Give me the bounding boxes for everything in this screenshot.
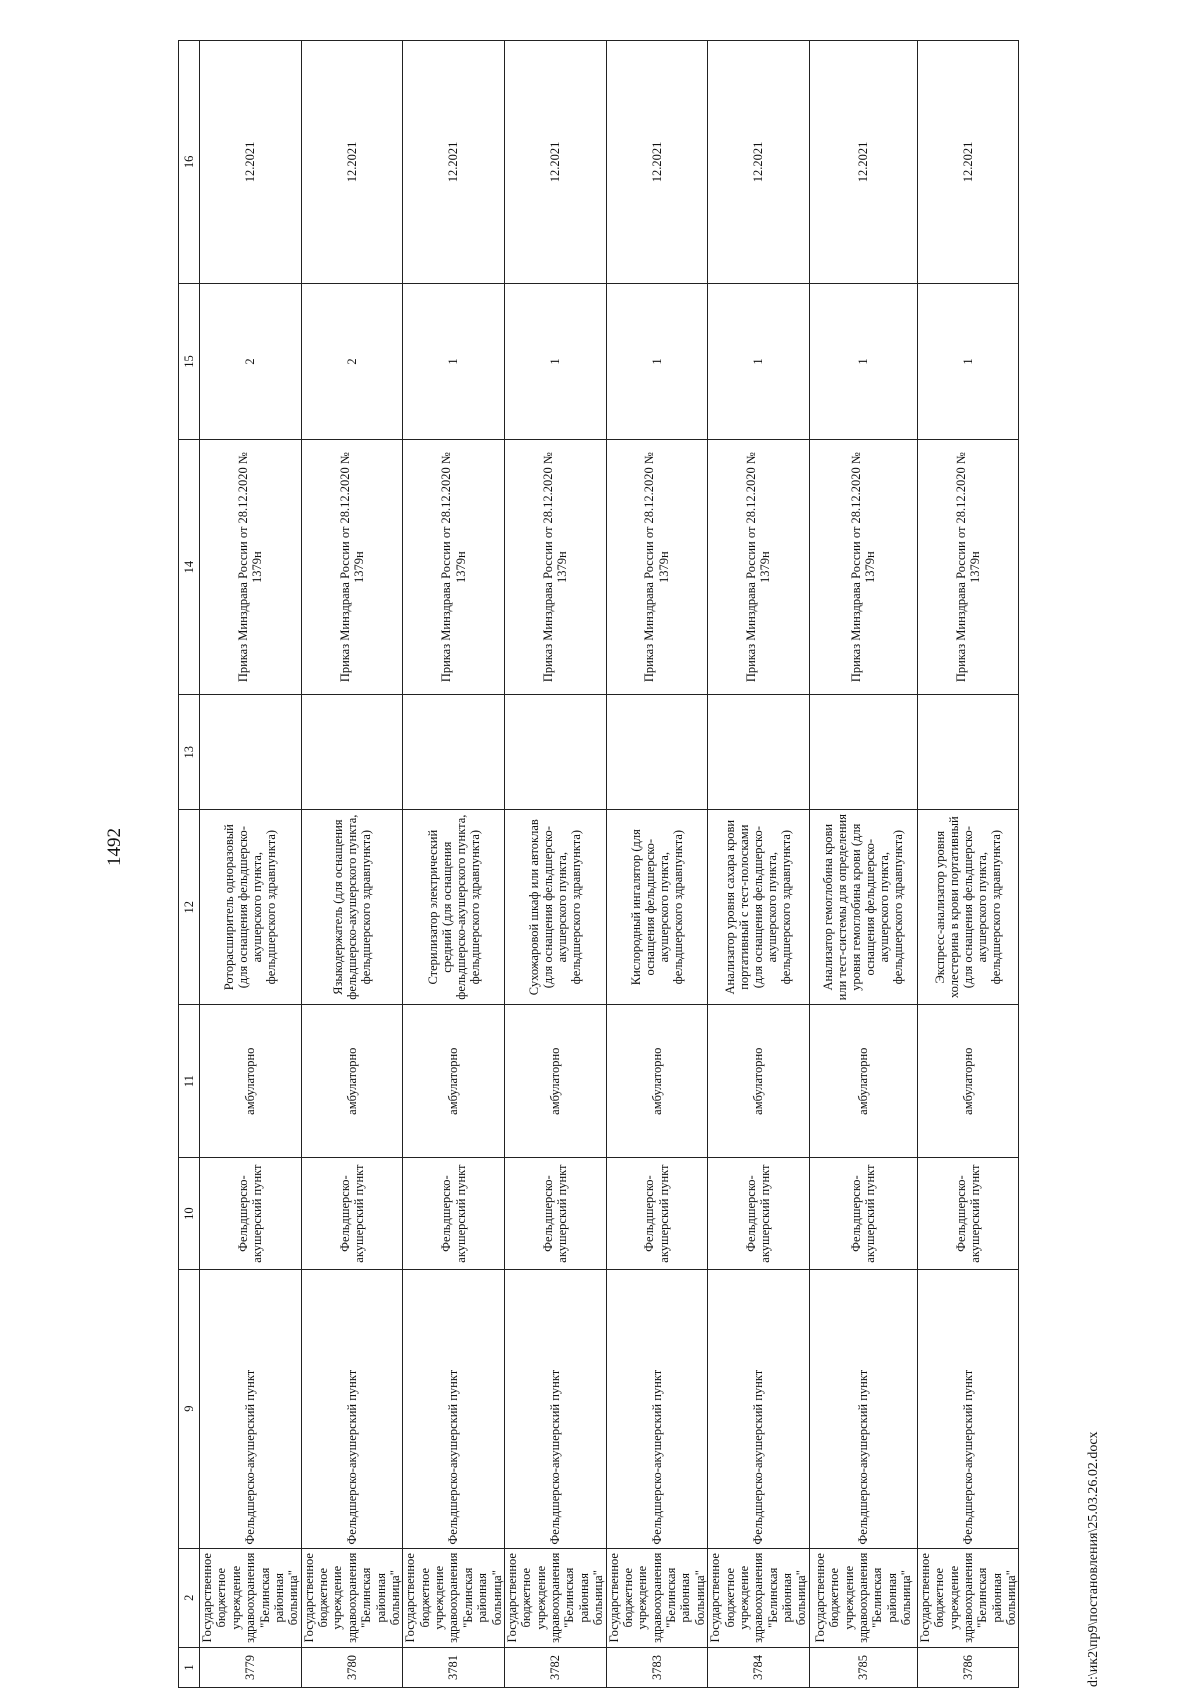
equipment-name-cell: Стерилизатор электрический средний (для оснащения фельдшерско-акушерского пункта, фельдшерского здравпункта) (403, 810, 505, 1005)
date-cell: 12.2021 (504, 41, 606, 284)
table-row (504, 41, 606, 1688)
care-form-cell: амбулаторно (301, 1004, 403, 1157)
regulation-cell: Приказ Минздрава России от 28.12.2020 № 1379н (301, 440, 403, 695)
equipment-name-cell: Роторасширитель одноразовый (для оснащения фельдшерско-акушерского пункта, фельдшерского здравпункта) (200, 810, 302, 1005)
row-number-cell: 3785 (809, 1647, 917, 1687)
facility-cell: Фельдшерско-акушерский пункт (301, 1158, 403, 1269)
column-13-cell (917, 695, 1019, 810)
equipment-name-cell: Языкодержатель (для оснащения фельдшерско-акушерского пункта, фельдшерского здравпункта) (301, 810, 403, 1005)
quantity-cell: 2 (301, 283, 403, 439)
regulation-cell: Приказ Минздрава России от 28.12.2020 № 1379н (403, 440, 505, 695)
quantity-cell: 1 (708, 283, 810, 439)
date-cell: 12.2021 (809, 41, 917, 284)
regulation-cell: Приказ Минздрава России от 28.12.2020 № 1379н (917, 440, 1019, 695)
table-row (917, 41, 1019, 1688)
care-form-cell: амбулаторно (809, 1004, 917, 1157)
care-form-cell: амбулаторно (708, 1004, 810, 1157)
facility-cell: Фельдшерско-акушерский пункт (809, 1158, 917, 1269)
column-header: 13 (179, 695, 200, 810)
facility-cell: Фельдшерско-акушерский пункт (606, 1158, 708, 1269)
care-form-cell: амбулаторно (606, 1004, 708, 1157)
regulation-cell: Приказ Минздрава России от 28.12.2020 № 1379н (708, 440, 810, 695)
data-table (178, 40, 1019, 1688)
table-row (606, 41, 708, 1688)
quantity-cell: 1 (606, 283, 708, 439)
row-number-cell: 3782 (504, 1647, 606, 1687)
facility-type-cell: Фельдшерско-акушерский пункт (809, 1269, 917, 1548)
column-header: 10 (179, 1158, 200, 1269)
quantity-cell: 1 (917, 283, 1019, 439)
facility-cell: Фельдшерско-акушерский пункт (504, 1158, 606, 1269)
equipment-name-cell: Сухожаровой шкаф или автоклав (для оснащения фельдшерско-акушерского пункта, фельдшерского здравпункта) (504, 810, 606, 1005)
date-cell: 12.2021 (708, 41, 810, 284)
facility-type-cell: Фельдшерско-акушерский пункт (504, 1269, 606, 1548)
facility-cell: Фельдшерско-акушерский пункт (917, 1158, 1019, 1269)
table-row (708, 41, 810, 1688)
column-13-cell (504, 695, 606, 810)
table-row (301, 41, 403, 1688)
care-form-cell: амбулаторно (917, 1004, 1019, 1157)
organization-cell: Государственное бюджетное учреждение здравоохранения "Белинская районная больница" (809, 1548, 917, 1647)
facility-cell: Фельдшерско-акушерский пункт (200, 1158, 302, 1269)
file-path: d:\ик2\пр9\постановления\25.03.26.02.docx (1086, 1431, 1101, 1687)
care-form-cell: амбулаторно (200, 1004, 302, 1157)
table-row (200, 41, 302, 1688)
regulation-cell: Приказ Минздрава России от 28.12.2020 № 1379н (809, 440, 917, 695)
regulation-cell: Приказ Минздрава России от 28.12.2020 № 1379н (504, 440, 606, 695)
column-header: 2 (179, 1548, 200, 1647)
date-cell: 12.2021 (200, 41, 302, 284)
column-header: 14 (179, 440, 200, 695)
row-number-cell: 3786 (917, 1647, 1019, 1687)
date-cell: 12.2021 (606, 41, 708, 284)
care-form-cell: амбулаторно (504, 1004, 606, 1157)
column-13-cell (809, 695, 917, 810)
column-13-cell (200, 695, 302, 810)
facility-type-cell: Фельдшерско-акушерский пункт (606, 1269, 708, 1548)
equipment-name-cell: Экспресс-анализатор уровня холестерина в крови портативный (для оснащения фельдшерско-акушерского пункта, фельдшерского здравпункта) (917, 810, 1019, 1005)
facility-cell: Фельдшерско-акушерский пункт (403, 1158, 505, 1269)
organization-cell: Государственное бюджетное учреждение здравоохранения "Белинская районная больница" (917, 1548, 1019, 1647)
equipment-name-cell: Анализатор уровня сахара крови портативный с тест-полосками (для оснащения фельдшерско-акушерского пункта, фельдшерского здравпункта) (708, 810, 810, 1005)
column-13-cell (301, 695, 403, 810)
organization-cell: Государственное бюджетное учреждение здравоохранения "Белинская районная больница" (200, 1548, 302, 1647)
facility-type-cell: Фельдшерско-акушерский пункт (403, 1269, 505, 1548)
equipment-name-cell: Анализатор гемоглобина крови или тест-системы для определения уровня гемоглобина крови (для оснащения фельдшерско-акушерского пункта, фельдшерского здравпункта) (809, 810, 917, 1005)
table-row (403, 41, 505, 1688)
organization-cell: Государственное бюджетное учреждение здравоохранения "Белинская районная больница" (606, 1548, 708, 1647)
date-cell: 12.2021 (917, 41, 1019, 284)
organization-cell: Государственное бюджетное учреждение здравоохранения "Белинская районная больница" (504, 1548, 606, 1647)
column-13-cell (708, 695, 810, 810)
facility-type-cell: Фельдшерско-акушерский пункт (917, 1269, 1019, 1548)
organization-cell: Государственное бюджетное учреждение здравоохранения "Белинская районная больница" (403, 1548, 505, 1647)
header-row (179, 41, 200, 1688)
care-form-cell: амбулаторно (403, 1004, 505, 1157)
row-number-cell: 3779 (200, 1647, 302, 1687)
organization-cell: Государственное бюджетное учреждение здравоохранения "Белинская районная больница" (708, 1548, 810, 1647)
column-header: 16 (179, 41, 200, 284)
facility-type-cell: Фельдшерско-акушерский пункт (200, 1269, 302, 1548)
regulation-cell: Приказ Минздрава России от 28.12.2020 № 1379н (200, 440, 302, 695)
column-13-cell (606, 695, 708, 810)
quantity-cell: 2 (200, 283, 302, 439)
regulation-cell: Приказ Минздрава России от 28.12.2020 № 1379н (606, 440, 708, 695)
quantity-cell: 1 (403, 283, 505, 439)
column-header: 9 (179, 1269, 200, 1548)
column-13-cell (403, 695, 505, 810)
row-number-cell: 3780 (301, 1647, 403, 1687)
row-number-cell: 3784 (708, 1647, 810, 1687)
date-cell: 12.2021 (403, 41, 505, 284)
quantity-cell: 1 (504, 283, 606, 439)
column-header: 15 (179, 283, 200, 439)
equipment-name-cell: Кислородный ингалятор (для оснащения фельдшерско-акушерского пункта, фельдшерского здравпункта) (606, 810, 708, 1005)
table-body (200, 41, 1019, 1688)
column-header: 11 (179, 1004, 200, 1157)
column-header: 12 (179, 810, 200, 1005)
facility-cell: Фельдшерско-акушерский пункт (708, 1158, 810, 1269)
date-cell: 12.2021 (301, 41, 403, 284)
page-number: 1492 (104, 828, 125, 866)
row-number-cell: 3781 (403, 1647, 505, 1687)
column-header: 1 (179, 1647, 200, 1687)
facility-type-cell: Фельдшерско-акушерский пункт (708, 1269, 810, 1548)
organization-cell: Государственное бюджетное учреждение здравоохранения "Белинская районная больница" (301, 1548, 403, 1647)
quantity-cell: 1 (809, 283, 917, 439)
facility-type-cell: Фельдшерско-акушерский пункт (301, 1269, 403, 1548)
table-row (809, 41, 917, 1688)
row-number-cell: 3783 (606, 1647, 708, 1687)
